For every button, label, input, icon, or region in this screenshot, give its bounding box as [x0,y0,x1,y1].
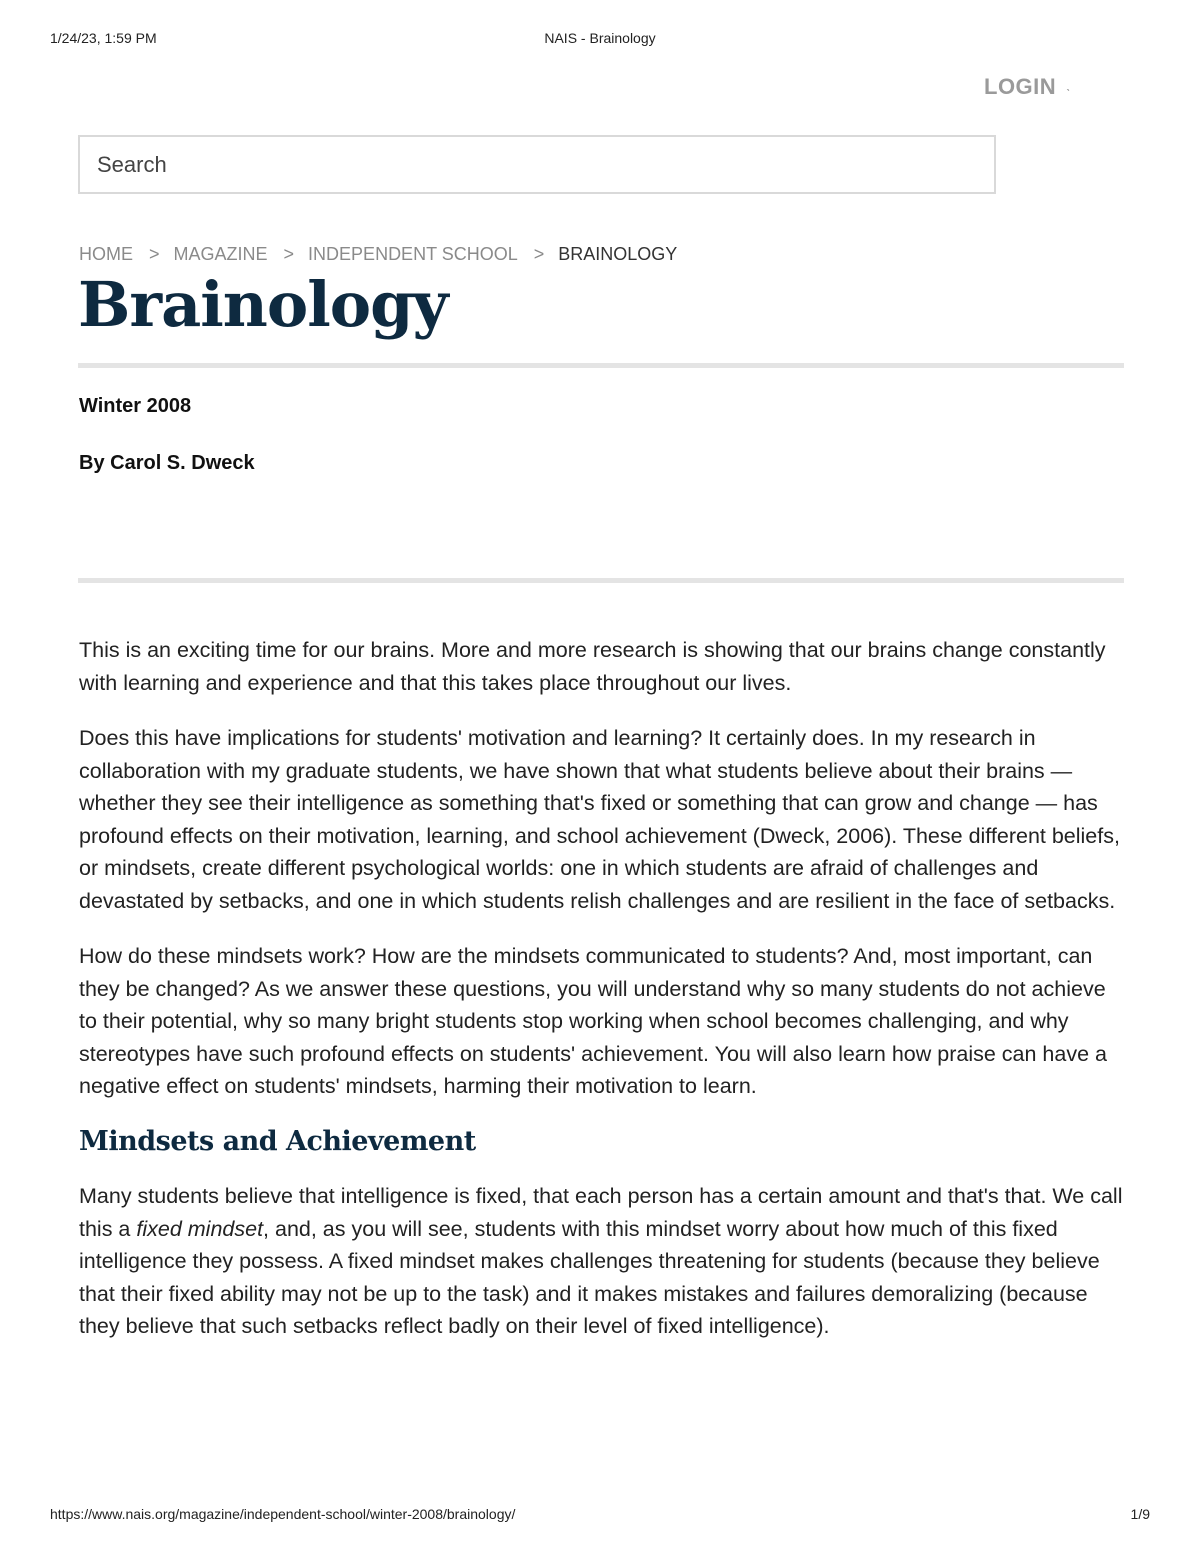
breadcrumb-separator: > [283,244,295,264]
breadcrumb-magazine[interactable]: MAGAZINE [173,244,268,264]
author-byline: By Carol S. Dweck [79,452,255,474]
title-divider [78,363,1124,368]
breadcrumb-current: BRAINOLOGY [558,244,678,264]
breadcrumb-separator: > [533,244,545,264]
login-label: LOGIN [984,74,1057,99]
breadcrumb-independent-school[interactable]: INDEPENDENT SCHOOL [308,244,518,264]
breadcrumb-home[interactable]: HOME [79,244,133,264]
search-input[interactable] [78,135,996,194]
print-header [50,30,1150,48]
print-datetime: 1/24/23, 1:59 PM [50,30,157,46]
article-paragraph: How do these mindsets work? How are the mindsets communicated to students? And, most important, can they be changed? As we answer these questions, you will understand why so many students do not achieve to their potential, why so many bright students stop working when school becomes challenging, and why stereotypes have such profound effects on students' achievement. You will also learn how praise can have a negative effect on students' mindsets, harming their motivation to learn. [79,944,1107,1098]
article-body [79,634,1129,1366]
article-paragraph [79,1180,1129,1343]
meta-divider [78,578,1124,583]
issue-date: Winter 2008 [79,395,192,417]
paragraph-text: Many students believe that intelligence is fixed, that each person has a certain amount and that's that. We call this a [79,1184,1123,1241]
login-button[interactable] [984,74,1071,100]
print-page-number: 1/9 [1130,1506,1150,1522]
paragraph-text: , and, as you will see, students with this mindset worry about how much of this fixed intelligence they possess. A fixed mindset makes challenges threatening for students (because they believe that their fixed ability may not be up to the task) and it makes mistakes and failures demoralizing (because they believe that such setbacks reflect badly on their level of fixed intelligence). [79,1216,1100,1338]
page-title: Brainology [78,268,448,341]
print-url: https://www.nais.org/magazine/independent-school/winter-2008/brainology/ [50,1506,516,1522]
section-heading: Mindsets and Achievement [79,1125,476,1157]
article-paragraph: This is an exciting time for our brains. More and more research is showing that our brains change constantly with learning and experience and that this takes place throughout our lives. [79,638,1106,695]
chevron-down-icon: ˎ [1066,75,1072,91]
breadcrumb [79,244,677,265]
print-footer [50,1506,1150,1524]
article-paragraph: Does this have implications for students' motivation and learning? It certainly does. In my research in collaboration with my graduate students, we have shown that what students believe about their brains — whether they see their intelligence as something that's fixed or something that can grow and change — has profound effects on their motivation, learning, and school achievement (Dweck, 2006). These different beliefs, or mindsets, create different psychological worlds: one in which students are afraid of challenges and devastated by setbacks, and one in which students relish challenges and are resilient in the face of setbacks. [79,726,1120,913]
breadcrumb-separator: > [149,244,160,264]
print-page-title: NAIS - Brainology [544,30,656,46]
emphasis-term: fixed mindset [136,1216,264,1241]
